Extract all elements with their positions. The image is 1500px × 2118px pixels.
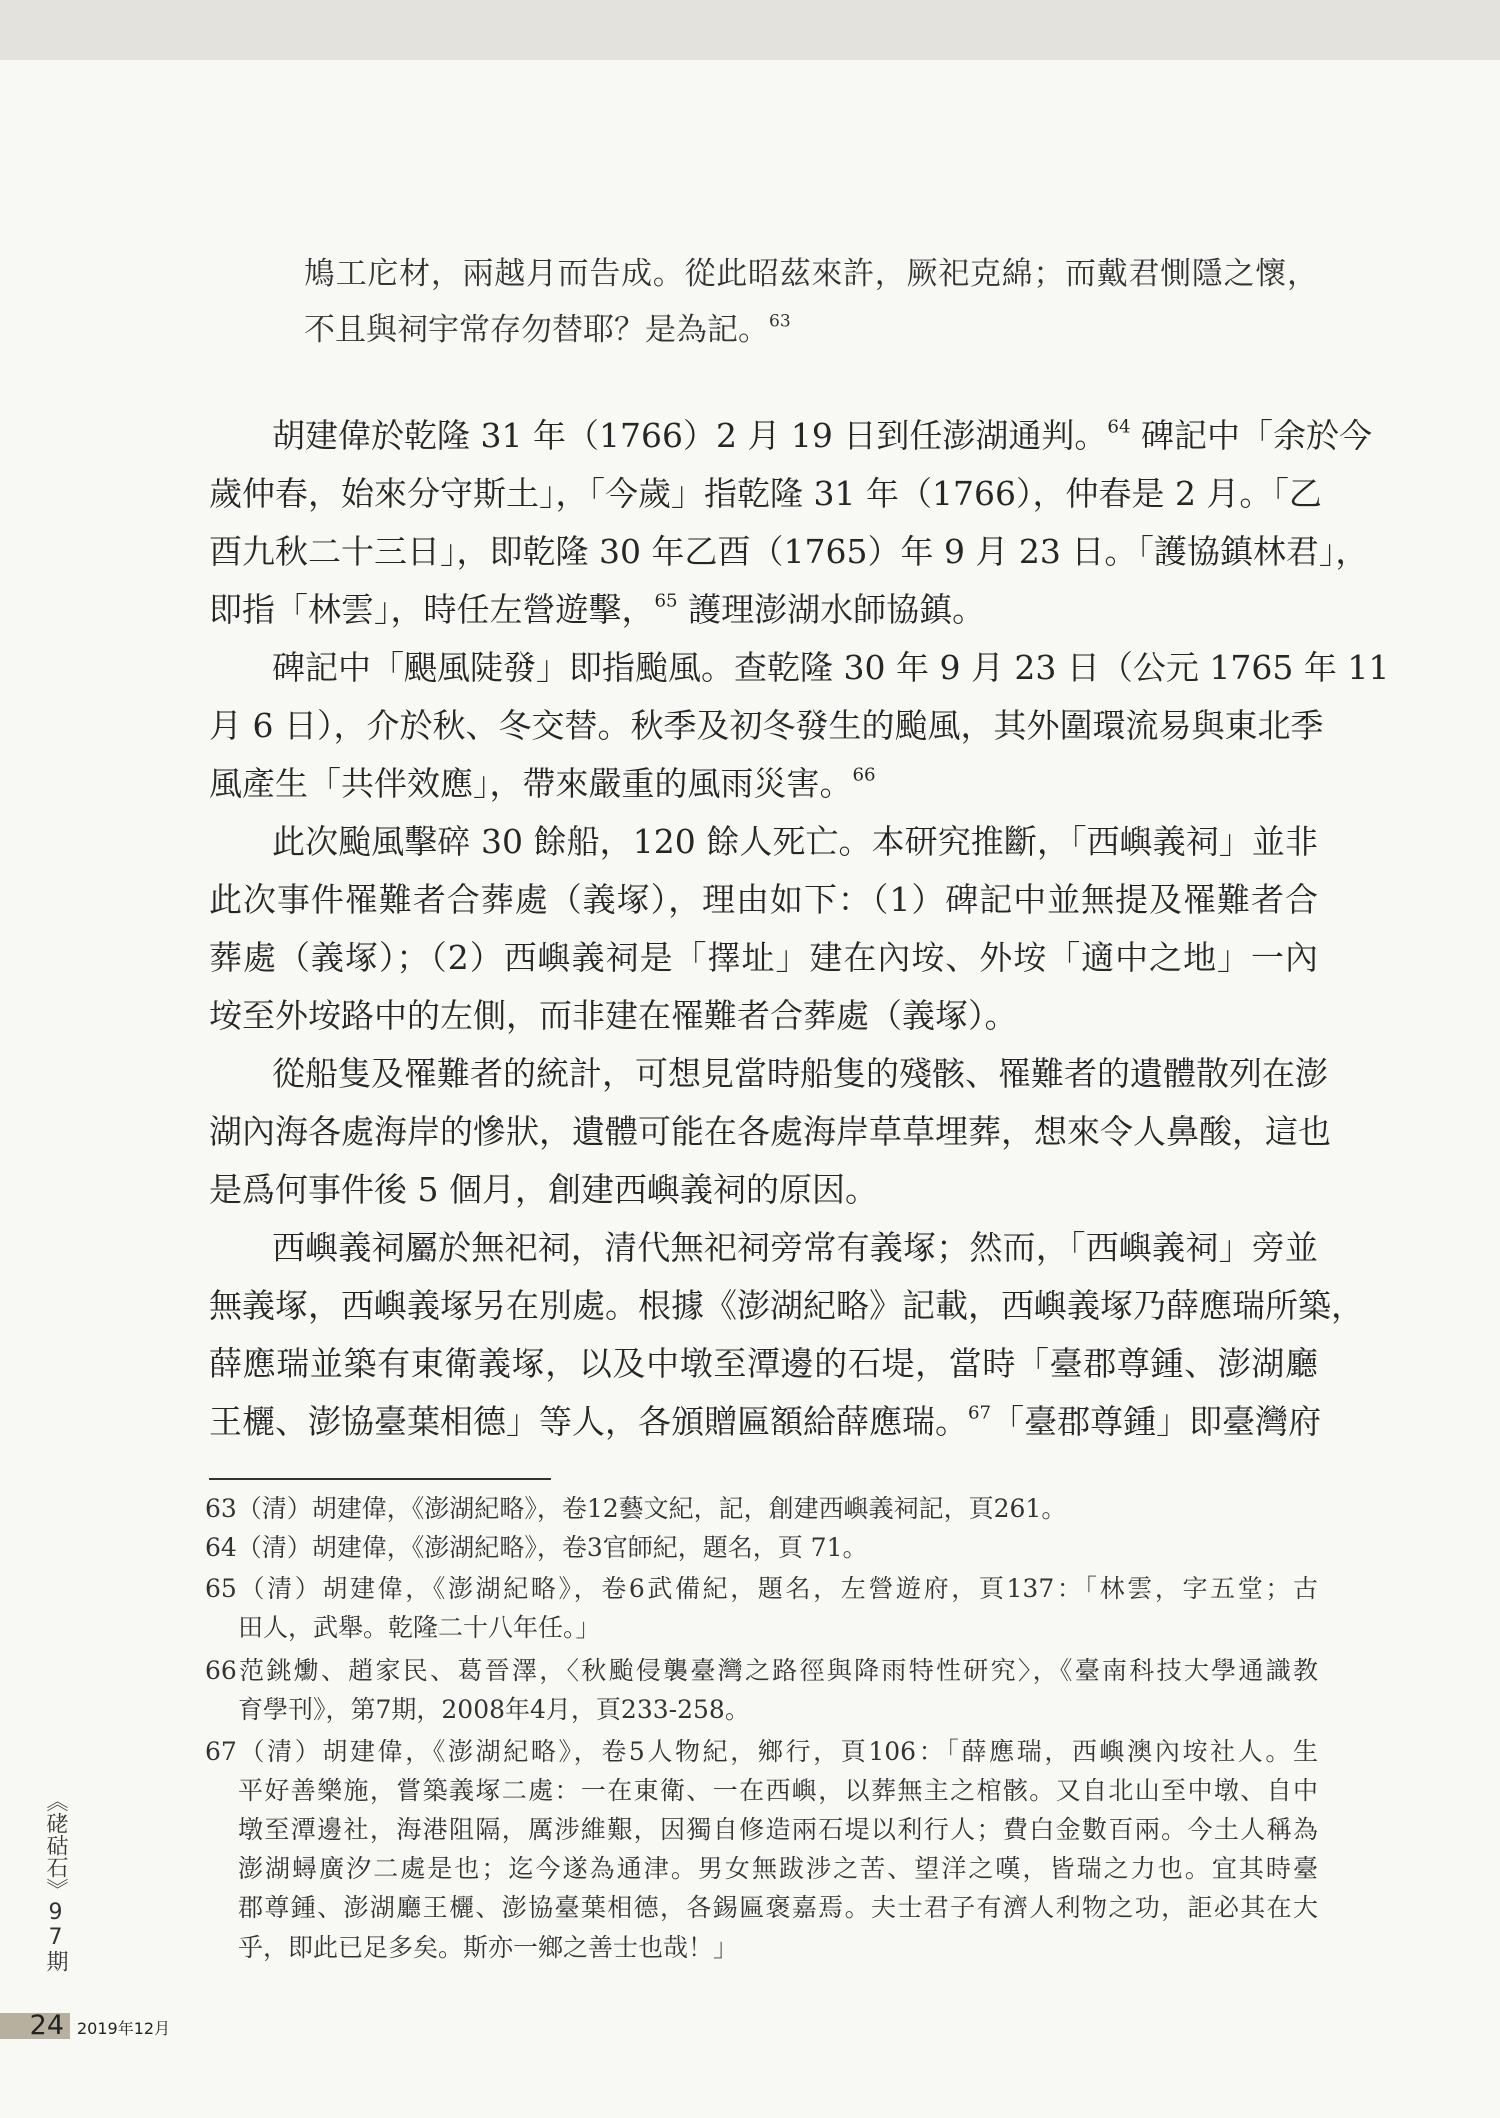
paragraph-line: [209, 1277, 1364, 1335]
footnote-67-line: 郡尊鍾、澎湖廳王欐、澎協臺葉相德，各錫匾褒嘉焉。夫士君子有濟人利物之功，詎必其在大: [238, 1893, 1318, 1922]
paragraph-line: [209, 1393, 1322, 1451]
footnote-67-line: 67（清）胡建偉，《澎湖紀略》，卷5人物紀，鄉行，頁106：「薛應瑞，西嶼澳內垵社人。生: [205, 1737, 1318, 1766]
paragraph-line: [209, 871, 1318, 929]
paragraph-line: [209, 929, 1318, 987]
text-run: 葬處（義塚）；（2）西嶼義祠是「擇址」建在內垵、外垵「適中之地」一內: [209, 938, 1318, 977]
paragraph-line: [209, 1161, 1318, 1219]
scan-top-band: [0, 0, 1500, 60]
footnote-ref[interactable]: 65: [654, 590, 678, 612]
text-run: 酉九秋二十三日」，即乾隆 30 年乙酉（1765）年 9 月 23 日。「護協鎮林君」，: [209, 532, 1369, 571]
page-number-tab: [0, 2010, 70, 2041]
footnote-67-line: 墩至潭邊社，海港阻隔，厲涉維艱，因獨自修造兩石堤以利行人；費白金數百兩。今土人稱為: [238, 1815, 1318, 1844]
footnote-66-line: 育學刊》，第7期，2008年4月，頁233-258。: [238, 1695, 750, 1724]
text-run: 王欐、澎協臺葉相德」等人，各頒贈匾額給薛應瑞。: [209, 1402, 968, 1441]
paragraph-line: [209, 755, 1318, 813]
footnote-ref[interactable]: 67: [968, 1402, 992, 1424]
text-run: 月 6 日），介於秋、冬交替。秋季及初冬發生的颱風，其外圍環流易與東北季: [209, 706, 1324, 745]
text-run: 無義塚，西嶼義塚另在別處。根據《澎湖紀略》記載，西嶼義塚乃薛應瑞所築，: [209, 1286, 1364, 1325]
text-run: 從船隻及罹難者的統計，可想見當時船隻的殘骸、罹難者的遺體散列在澎: [272, 1054, 1328, 1093]
paragraph-line: [209, 523, 1369, 581]
text-run: 是爲何事件後 5 個月，創建西嶼義祠的原因。: [209, 1170, 878, 1209]
text-run: 西嶼義祠屬於無祀祠，清代無祀祠旁常有義塚；然而，「西嶼義祠」旁並: [272, 1228, 1318, 1267]
paragraph-line: [209, 581, 1318, 639]
paragraph-line: [272, 407, 1373, 465]
page-number: 24: [29, 2010, 64, 2041]
paragraph-line: [272, 813, 1318, 871]
quote-line: [304, 301, 1318, 359]
text-run: 此次事件罹難者合葬處（義塚），理由如下：（1）碑記中並無提及罹難者合: [209, 880, 1318, 919]
paragraph-line: [209, 987, 1318, 1045]
text-run: 湖內海各處海岸的慘狀，遺體可能在各處海岸草草埋葬，想來令人鼻酸，這也: [209, 1112, 1331, 1151]
footnote-67-line: 澎湖蟳廣汐二處是也；迄今遂為通津。男女無跋涉之苦、望洋之嘆，皆瑞之力也。宜其時臺: [238, 1854, 1318, 1883]
paragraph-line: [272, 639, 1390, 697]
journal-title: 《硓𥑮石》97期: [43, 1790, 68, 1972]
text-run: 即指「林雲」，時任左營遊擊，: [209, 590, 655, 629]
footnote-66-line: 66范銚爋、趙家民、葛晉澤，〈秋颱侵襲臺灣之路徑與降雨特性研究〉，《臺南科技大學通識教: [205, 1656, 1318, 1685]
footnote-64-line: 64（清）胡建偉，《澎湖紀略》，卷3官師紀，題名，頁 71。: [205, 1533, 868, 1562]
text-run: 「臺郡尊鍾」即臺灣府: [991, 1402, 1322, 1441]
text-run: 歲仲春，始來分守斯土」，「今歲」指乾隆 31 年（1766），仲春是 2 月。「乙: [209, 474, 1322, 513]
paragraph-line: [209, 697, 1324, 755]
footnote-ref[interactable]: 63: [769, 311, 791, 332]
text-run: 碑記中「颶風陡發」即指颱風。查乾隆 30 年 9 月 23 日（公元 1765 年 11: [272, 648, 1390, 687]
text-run: 碑記中「余於今: [1130, 416, 1373, 455]
footnote-67-line: 平好善樂施，嘗築義塚二處：一在東衛、一在西嶼，以葬無主之棺骸。又自北山至中墩、自中: [238, 1776, 1318, 1805]
footnote-65-line: 田人，武舉。乾隆二十八年任。」: [238, 1613, 601, 1642]
text-run: 薛應瑞並築有東衛義塚，以及中墩至潭邊的石堤，當時「臺郡尊鍾、澎湖廳: [209, 1344, 1318, 1383]
paragraph-line: [272, 1045, 1328, 1103]
text-run: 風產生「共伴效應」，帶來嚴重的風雨災害。: [209, 764, 853, 803]
text-run: 垵至外垵路中的左側，而非建在罹難者合葬處（義塚）。: [209, 996, 1018, 1035]
paragraph-line: [209, 465, 1322, 523]
footnote-separator: [209, 1478, 551, 1480]
paragraph-line: [209, 1103, 1331, 1161]
footnote-ref[interactable]: 66: [852, 764, 876, 786]
issue-date: 2019年12月: [77, 2019, 171, 2038]
text-run: 護理澎湖水師協鎮。: [677, 590, 986, 629]
paragraph-line: [209, 1335, 1318, 1393]
text-run: 鳩工庀材，兩越月而告成。從此昭茲來許，厥祀克綿；而戴君惻隱之懷，: [304, 256, 1318, 292]
footnote-67-line: 乎，即此已足多矣。斯亦一鄉之善士也哉！」: [238, 1933, 739, 1962]
text-run: 此次颱風擊碎 30 餘船，120 餘人死亡。本研究推斷，「西嶼義祠」並非: [272, 822, 1318, 861]
footnote-65-line: 65（清）胡建偉，《澎湖紀略》，卷6武備紀，題名，左營遊府，頁137：「林雲，字五堂；古: [205, 1574, 1318, 1603]
text-run: 胡建偉於乾隆 31 年（1766）2 月 19 日到任澎湖通判。: [272, 416, 1108, 455]
paragraph-line: [272, 1219, 1318, 1277]
footnote-63-line: 63（清）胡建偉，《澎湖紀略》，卷12藝文紀，記，創建西嶼義祠記，頁261。: [205, 1494, 1067, 1523]
footnote-ref[interactable]: 64: [1107, 416, 1131, 438]
quote-line: [304, 245, 1318, 303]
text-run: 不且與祠宇常存勿替耶？是為記。: [304, 312, 769, 348]
